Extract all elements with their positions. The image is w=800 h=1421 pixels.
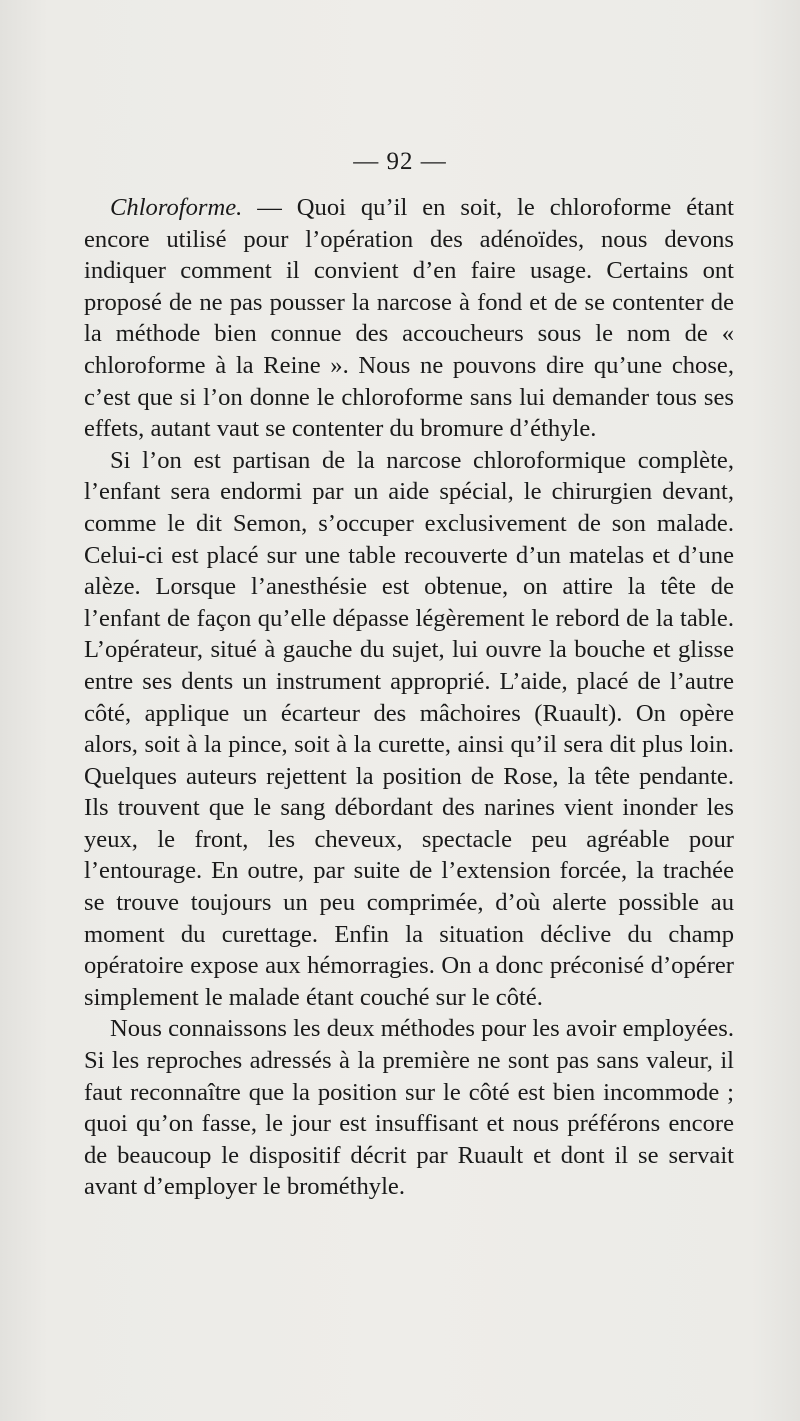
page-number: — 92 — xyxy=(353,148,447,175)
paragraph-narcose: Si l’on est partisan de la narcose chloroformique complète, l’enfant sera endormi par un aide spécial, le chirurgien devant, comme le dit Semon, s’occuper exclusivement de son malade. Celui-ci est placé sur une table recouverte d’un matelas et d’une alèze. Lorsque l’anesthésie est obtenue, on attire la tête de l’enfant de façon qu’elle dépasse légèrement le rebord de la table. L’opérateur, situé à gauche du sujet, lui ouvre la bouche et glisse entre ses dents un instrument approprié. L’aide, placé de l’autre côté, applique un écarteur des mâchoires (Ruault). On opère alors, soit à la pince, soit à la curette, ainsi qu’il sera dit plus loin. Quelques auteurs rejettent la position de Rose, la tête pendante. Ils trouvent que le sang débordant des narines vient inonder les yeux, le front, les cheveux, spectacle peu agréable pour l’entourage. En outre, par suite de l’extension forcée, la trachée se trouve toujours un peu comprimée, d’où alerte possible au moment du curettage. Enfin la situation déclive du champ opératoire expose aux hémorragies. On a donc préconisé d’opérer simplement le malade étant couché sur le côté. xyxy=(84,446,734,1011)
paragraph-methodes: Nous connaissons les deux méthodes pour les avoir employées. Si les reproches adressés à la première ne sont pas sans valeur, il faut reconnaître que la position sur le côté est bien incommode ; quoi qu’on fasse, le jour est insuffisant et nous préférons encore de beaucoup le dispositif décrit par Ruault et dont il se servait avant d’employer le brométhyle. xyxy=(84,1015,734,1201)
paragraph-chloroforme xyxy=(84,192,734,445)
section-lead-term: Chloroforme. xyxy=(110,194,243,221)
body-text xyxy=(84,192,734,1203)
paragraph-text: — Quoi qu’il en soit, le chloroforme étant encore utilisé pour l’opération des adénoïdes, nous devons indiquer comment il convient d’en faire usage. Certains ont proposé de ne pas pousser la narcose à fond et de se contenter de la méthode bien connue des accoucheurs sous le nom de « chloroforme à la Reine ». Nous ne pouvons dire qu’une chose, c’est que si l’on donne le chloroforme sans lui demander tous ses effets, autant vaut se contenter du bromure d’éthyle. xyxy=(84,194,734,443)
